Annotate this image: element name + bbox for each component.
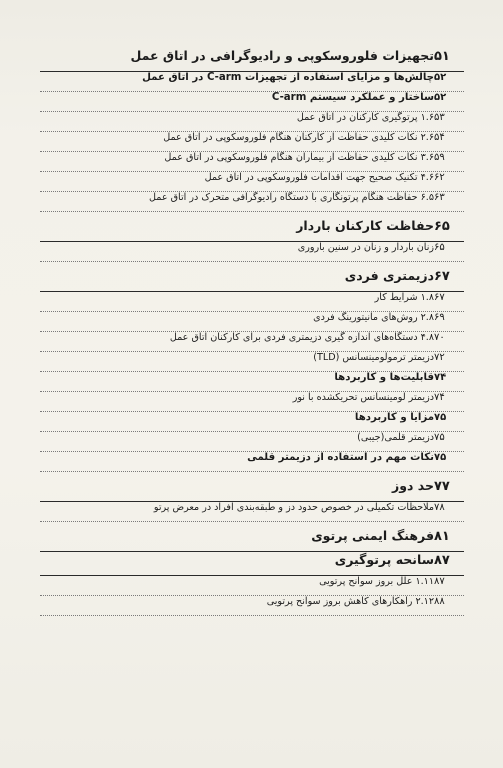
toc-item-row <box>40 352 464 372</box>
toc-entry-title: دزیمتر لومینسانس تحریکشده با نور <box>292 392 434 403</box>
toc-entry-title: حفاظت کارکنان باردار <box>296 218 434 233</box>
toc-entry-title: چالش‌ها و مزایای استفاده از تجهیزات C-arm در اتاق عمل <box>142 72 434 83</box>
toc-item-row <box>40 242 464 262</box>
toc-subsection-row <box>40 452 464 472</box>
toc-entry-title: ۲.۶ نکات کلیدی حفاظت از کارکنان هنگام فلوروسکوپی در اتاق عمل <box>163 132 434 143</box>
toc-item-row <box>40 576 464 596</box>
toc-page-number: ۷۰ <box>434 332 445 343</box>
toc-entry-title: مزایا و کاربردها <box>354 412 434 423</box>
toc-page-number: ۸۷ <box>434 576 445 587</box>
toc-chapter-row <box>40 552 464 576</box>
toc-page-number: ۷۷ <box>434 479 450 494</box>
toc-page-number: ۵۴ <box>434 132 445 143</box>
toc-entry-title: دزیمتر ترمولومینسانس (TLD) <box>313 352 434 363</box>
toc-page-number: ۶۵ <box>434 242 445 253</box>
toc-page-number: ۷۵ <box>434 412 447 423</box>
toc-item-row <box>40 152 464 172</box>
toc-page-number: ۸۷ <box>434 553 450 568</box>
toc-item-row <box>40 502 464 522</box>
toc-page-number: ۷۴ <box>434 392 445 403</box>
toc-page-number: ۸۱ <box>434 529 450 544</box>
toc-page-number: ۵۲ <box>434 72 447 83</box>
toc-page-number: ۷۴ <box>434 372 447 383</box>
toc-chapter-row <box>40 48 464 72</box>
toc-page-number: ۶۷ <box>434 292 445 303</box>
toc-entry-title: نکات مهم در استفاده از دزیمتر قلمی <box>247 452 434 463</box>
toc-entry-title: سانحه پرتوگیری <box>334 552 434 567</box>
toc-entry-title: دزیمتر قلمی(جیبی) <box>357 432 434 443</box>
toc-item-row <box>40 192 464 212</box>
toc-page-number: ۷۸ <box>434 502 445 513</box>
toc-entry-title: فرهنگ ایمنی پرتوی <box>311 528 434 543</box>
toc-page-number: ۶۵ <box>434 219 450 234</box>
toc-entry-title: حد دوز <box>392 478 434 493</box>
toc-page-number: ۶۹ <box>434 312 445 323</box>
toc-subsection-row <box>40 412 464 432</box>
toc-subsection-row <box>40 372 464 392</box>
toc-chapter-row <box>40 218 464 242</box>
toc-entry-title: قابلیت‌ها و کاربردها <box>334 372 434 383</box>
toc-entry-title: ۴.۸ دستگاه‌های اندازه گیری دزیمتری فردی برای کارکنان اتاق عمل <box>169 332 434 343</box>
toc-item-row <box>40 312 464 332</box>
toc-page-number: ۷۵ <box>434 452 447 463</box>
toc-item-row <box>40 112 464 132</box>
toc-entry-title: ۲.۱۲ راهکارهای کاهش بروز سوانح پرتویی <box>266 596 434 607</box>
toc-page-number: ۵۲ <box>434 92 447 103</box>
toc-chapter-row <box>40 268 464 292</box>
toc-entry-title: ۱.۱۱ علل بروز سوانح پرتویی <box>319 576 434 587</box>
toc-page-number: ۶۳ <box>434 192 445 203</box>
table-of-contents <box>40 48 464 616</box>
toc-entry-title: ۱.۸ شرایط کار <box>374 292 434 303</box>
toc-entry-title: ملاحظات تکمیلی در خصوص حدود دز و طبقه‌بندی افراد در معرض پرتو <box>153 502 434 513</box>
toc-subsection-row <box>40 92 464 112</box>
toc-entry-title: ۲.۸ روش‌های مانیتورینگ فردی <box>313 312 434 323</box>
toc-entry-title: ۳.۶ نکات کلیدی حفاظت از بیماران هنگام فلوروسکوپی در اتاق عمل <box>164 152 434 163</box>
toc-chapter-row <box>40 528 464 552</box>
toc-page-number: ۶۷ <box>434 269 450 284</box>
toc-entry-title: زنان باردار و زنان در سنین باروری <box>297 242 434 253</box>
toc-subsection-row <box>40 72 464 92</box>
toc-page-number: ۵۹ <box>434 152 445 163</box>
toc-item-row <box>40 172 464 192</box>
toc-item-row <box>40 132 464 152</box>
toc-page-number: ۷۲ <box>434 352 445 363</box>
toc-entry-title: ۱.۶ پرتوگیری کارکنان در اتاق عمل <box>296 112 434 123</box>
toc-entry-title: ۶.۵ حفاظت هنگام پرتونگاری با دستگاه رادیوگرافی متحرک در اتاق عمل <box>149 192 434 203</box>
toc-item-row <box>40 332 464 352</box>
toc-page-number: ۸۸ <box>434 596 445 607</box>
toc-item-row <box>40 392 464 412</box>
toc-page-number: ۷۵ <box>434 432 445 443</box>
toc-chapter-row <box>40 478 464 502</box>
toc-page-number: ۵۳ <box>434 112 445 123</box>
toc-entry-title: تجهیزات فلوروسکوپی و رادیوگرافی در اتاق عمل <box>130 48 434 63</box>
toc-item-row <box>40 432 464 452</box>
toc-item-row <box>40 596 464 616</box>
toc-entry-title: ساختار و عملکرد سیستم C-arm <box>271 92 434 103</box>
toc-entry-title: دزیمتری فردی <box>344 268 434 283</box>
toc-entry-title: ۴.۶ تکنیک صحیح جهت اقدامات فلوروسکوپی در اتاق عمل <box>204 172 434 183</box>
toc-page-number: ۵۱ <box>434 49 450 64</box>
toc-item-row <box>40 292 464 312</box>
toc-page-number: ۶۲ <box>434 172 445 183</box>
